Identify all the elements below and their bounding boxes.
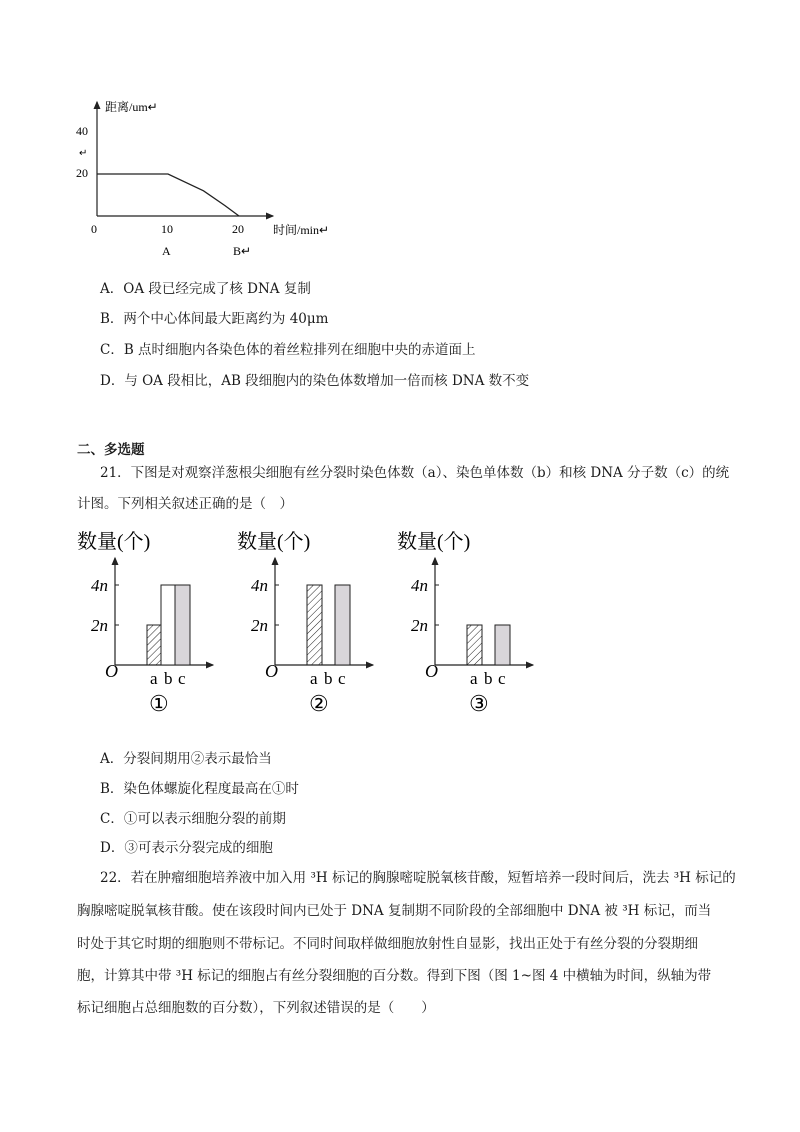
panel-1-label: ① (149, 691, 169, 716)
panel-1-category-a: a (150, 669, 158, 688)
point-label-b: B↵ (233, 244, 252, 258)
panel-3-ylabel: 数量(个) (397, 531, 471, 553)
panel-3-category-c: c (498, 669, 506, 688)
stray-return-mark: ↵ (79, 148, 88, 159)
panel-3-label: ③ (469, 691, 489, 716)
chromosome-bar-charts (60, 520, 580, 720)
panel-1-category-b: b (164, 669, 173, 688)
panel-3-tick-4n: 4n (411, 576, 428, 595)
x-tick-10: 10 (161, 222, 173, 236)
y-tick-40: 40 (76, 124, 88, 138)
panel-3-tick-2n: 2n (411, 616, 428, 635)
panel-1-bar-c (175, 585, 190, 665)
panel-2-bar-a (307, 585, 322, 665)
q22-line1: 22．若在肿瘤细胞培养液中加入用 ³H 标记的胸腺嘧啶脱氧核苷酸，短暂培养一段时间后，洗去 ³H 标记的 (100, 870, 736, 886)
panel-2-tick-4n: 4n (251, 576, 268, 595)
panel-3-bar-a (467, 625, 482, 665)
panel-1-origin: O (105, 661, 118, 681)
q20-option-d: D．与 OA 段相比，AB 段细胞内的染色体数增加一倍而核 DNA 数不变 (100, 373, 530, 389)
panel-2-category-c: c (338, 669, 346, 688)
panel-3-category-b: b (484, 669, 493, 688)
q20-option-b: B．两个中心体间最大距离约为 40μm (100, 311, 329, 327)
q22-line5: 标记细胞占总细胞数的百分数），下列叙述错误的是（ ） (77, 1000, 435, 1016)
q21-option-d: D．③可表示分裂完成的细胞 (100, 840, 273, 856)
q21-option-b: B．染色体螺旋化程度最高在①时 (100, 781, 299, 797)
q20-option-c: C．B 点时细胞内各染色体的着丝粒排列在细胞中央的赤道面上 (100, 342, 476, 358)
section-title: 二、多选题 (77, 442, 145, 458)
panel-2-category-b: b (324, 669, 333, 688)
distance-series-line (97, 174, 239, 216)
x-tick-20: 20 (232, 222, 244, 236)
q21-option-c: C．①可以表示细胞分裂的前期 (100, 811, 286, 827)
panel-2-origin: O (265, 661, 278, 681)
y-axis-label: 距离/um↵ (105, 100, 158, 114)
panel-3-origin: O (425, 661, 438, 681)
q22-line3: 时处于其它时期的细胞则不带标记。不同时间取样做细胞放射性自显影，找出正处于有丝分裂的分裂期细 (77, 936, 698, 952)
panel-2-label: ② (309, 691, 329, 716)
x-tick-0: 0 (91, 222, 97, 236)
q21-option-a: A．分裂间期用②表示最恰当 (100, 751, 272, 767)
panel-3-category-a: a (470, 669, 478, 688)
panel-2-bar-c (335, 585, 350, 665)
panel-1-bar-a (147, 625, 162, 665)
x-axis-label: 时间/min↵ (273, 223, 330, 237)
panel-1-ylabel: 数量(个) (77, 531, 151, 553)
q22-line2: 胸腺嘧啶脱氧核苷酸。使在该段时间内已处于 DNA 复制期不同阶段的全部细胞中 DNA 被 ³H 标记，而当 (77, 903, 712, 919)
point-label-a: A (162, 244, 171, 258)
q22-line4: 胞，计算其中带 ³H 标记的细胞占有丝分裂细胞的百分数。得到下图（图 1~图 4 中横轴为时间，纵轴为带 (77, 968, 712, 984)
panel-2-ylabel: 数量(个) (237, 531, 311, 553)
y-tick-20: 20 (76, 166, 88, 180)
q21-stem-line2: 计图。下列相关叙述正确的是（ ） (77, 496, 293, 512)
panel-2-tick-2n: 2n (251, 616, 268, 635)
q20-option-a: A．OA 段已经完成了核 DNA 复制 (100, 281, 311, 297)
panel-3-bar-c (495, 625, 510, 665)
q21-stem-line1: 21．下图是对观察洋葱根尖细胞有丝分裂时染色体数（a）、染色单体数（b）和核 DNA 分子数（c）的统 (100, 465, 730, 481)
panel-1-category-c: c (178, 669, 186, 688)
distance-time-chart (60, 88, 360, 268)
panel-1-tick-2n: 2n (91, 616, 108, 635)
panel-2-category-a: a (310, 669, 318, 688)
panel-1-bar-b (161, 585, 175, 665)
panel-1-tick-4n: 4n (91, 576, 108, 595)
